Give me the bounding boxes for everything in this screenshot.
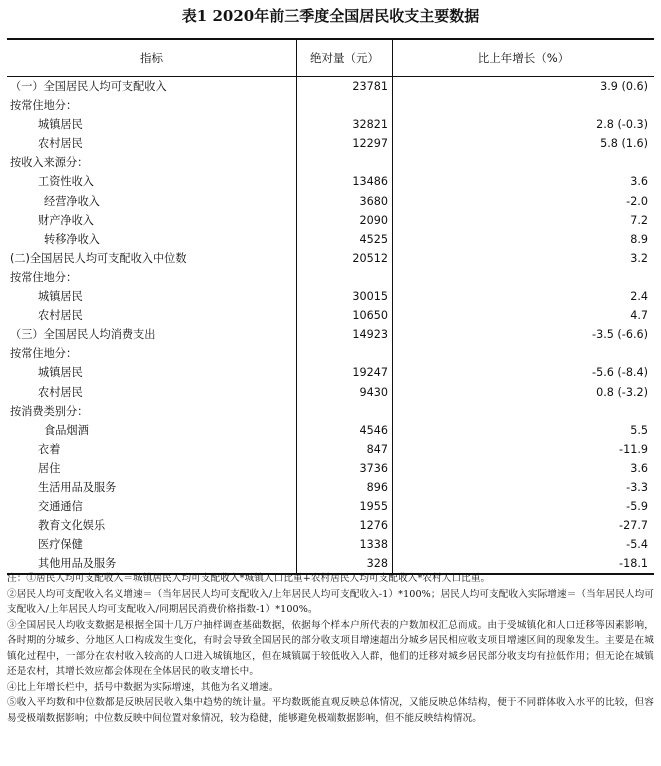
row-value: 10650: [296, 306, 392, 325]
row-label: 城镇居民: [38, 290, 83, 304]
row-growth: -5.4: [392, 535, 654, 554]
table-row: [7, 535, 654, 554]
row-label: 教育文化娱乐: [38, 519, 106, 533]
row-value: [296, 153, 392, 172]
row-value: [296, 96, 392, 115]
row-growth: [392, 153, 654, 172]
row-growth: -5.9: [392, 497, 654, 516]
table-header: [7, 40, 654, 77]
row-value: 30015: [296, 287, 392, 306]
table-title: 表1 2020年前三季度全国居民收支主要数据: [181, 7, 480, 25]
row-label: 居住: [38, 461, 61, 475]
table-row: [7, 383, 654, 402]
table-row: [7, 249, 654, 268]
row-label: 按常住地分：: [10, 99, 78, 113]
row-value: 32821: [296, 115, 392, 134]
row-value: 2090: [296, 211, 392, 230]
table-row: [7, 115, 654, 134]
table-row: [7, 96, 654, 115]
table-row: [7, 363, 654, 382]
table-row: [7, 516, 654, 535]
row-label: 农村居民: [38, 385, 83, 399]
row-growth: 3.2: [392, 249, 654, 268]
row-label: 按常住地分：: [10, 347, 78, 361]
row-label: 按收入来源分：: [10, 156, 89, 170]
row-growth: 8.9: [392, 230, 654, 249]
row-growth: [392, 344, 654, 363]
row-growth: -3.3: [392, 478, 654, 497]
table-row: [7, 153, 654, 172]
row-growth: 3.9 (0.6): [392, 77, 654, 96]
header-absolute: 绝对量（元）: [296, 40, 392, 76]
row-value: 4525: [296, 230, 392, 249]
table-row: [7, 134, 654, 153]
table-row: [7, 344, 654, 363]
row-value: 13486: [296, 172, 392, 191]
row-value: 328: [296, 554, 392, 573]
row-value: 847: [296, 440, 392, 459]
row-label: 财产净收入: [38, 213, 94, 227]
row-growth: 3.6: [392, 172, 654, 191]
table-row: [7, 459, 654, 478]
row-label: 衣着: [38, 442, 61, 456]
table-row: [7, 172, 654, 191]
table-row: [7, 478, 654, 497]
row-value: 3680: [296, 192, 392, 211]
row-growth: 2.4: [392, 287, 654, 306]
row-growth: -2.0: [392, 192, 654, 211]
row-label: 医疗保健: [38, 538, 83, 552]
row-value: 12297: [296, 134, 392, 153]
table-row: [7, 306, 654, 325]
row-growth: 3.6: [392, 459, 654, 478]
row-value: [296, 402, 392, 421]
table-row: [7, 497, 654, 516]
row-value: 19247: [296, 363, 392, 382]
row-growth: -27.7: [392, 516, 654, 535]
table-row: [7, 440, 654, 459]
row-growth: 5.8 (1.6): [392, 134, 654, 153]
row-label: (二)全国居民人均可支配收入中位数: [10, 251, 187, 265]
table-body: [7, 77, 654, 573]
row-label: （一）全国居民人均可支配收入: [10, 80, 167, 93]
row-growth: 5.5: [392, 421, 654, 440]
header-indicator: 指标: [140, 51, 163, 65]
table-row: [7, 287, 654, 306]
row-label: 城镇居民: [38, 366, 83, 380]
table-row: [7, 211, 654, 230]
row-label: 城镇居民: [38, 118, 83, 132]
row-growth: [392, 402, 654, 421]
table-row: [7, 192, 654, 211]
table-row: [7, 421, 654, 440]
row-value: 896: [296, 478, 392, 497]
row-growth: 7.2: [392, 211, 654, 230]
row-growth: [392, 268, 654, 287]
row-value: 1276: [296, 516, 392, 535]
table-row: [7, 77, 654, 96]
table-row: [7, 325, 654, 344]
row-value: 9430: [296, 383, 392, 402]
row-growth: 0.8 (-3.2): [392, 383, 654, 402]
note-paragraph: ②居民人均可支配收入名义增速＝（当年居民人均可支配收入/上年居民人均可支配收入-1）*100%；居民人均可支配收入实际增速＝（当年居民人均可支配收入/上年居民人均可支配收入/同期居民消费价格指数-1）*100%。: [7, 588, 654, 615]
table-row: [7, 230, 654, 249]
header-growth: 比上年增长（%）: [392, 40, 654, 76]
table-row: [7, 402, 654, 421]
row-label: 农村居民: [38, 137, 83, 151]
row-growth: -18.1: [392, 554, 654, 573]
row-label: 交通通信: [38, 500, 83, 514]
row-label: 食品烟酒: [44, 423, 89, 437]
row-value: 14923: [296, 325, 392, 344]
row-growth: 2.8 (-0.3): [392, 115, 654, 134]
row-value: 23781: [296, 77, 392, 96]
data-table: [7, 38, 654, 575]
row-label: 生活用品及服务: [38, 480, 117, 494]
row-label: 农村居民: [38, 309, 83, 323]
note-paragraph: ③全国居民人均收支数据是根据全国十几万户抽样调查基础数据，依据每个样本户所代表的户数加权汇总而成。由于受城镇化和人口迁移等因素影响，各时期的分城乡、分地区人口构成发生变化，有时会导致全国居民的部分收支项目增速超出分城乡居民相应收支项目增速区间的现象发生。主要是在城镇化过程中，一部分在农村收入较高的人口进入城镇地区，但在城镇属于较低收入人群，他们的迁移对城乡居民部分收支均有拉低作用；但无论在城镇还是农村，其增长效应都会体现在全体居民的收支增长中。: [7, 619, 654, 677]
row-growth: -11.9: [392, 440, 654, 459]
note-paragraph: 注：①居民人均可支配收入＝城镇居民人均可支配收入*城镇人口比重+农村居民人均可支配收入*农村人口比重。: [7, 573, 491, 584]
note-paragraph: ⑤收入平均数和中位数都是反映居民收入集中趋势的统计量。平均数既能直观反映总体情况，又能反映总体结构，便于不同群体收入水平的比较，但容易受极端数据影响；中位数反映中间位置对象情况，较为稳健，能够避免极端数据影响，但不能反映结构情况。: [7, 697, 654, 724]
row-value: 3736: [296, 459, 392, 478]
row-value: 1338: [296, 535, 392, 554]
row-growth: 4.7: [392, 306, 654, 325]
row-label: 工资性收入: [38, 175, 94, 189]
notes: [7, 571, 654, 726]
table-row: [7, 268, 654, 287]
row-value: 1955: [296, 497, 392, 516]
row-value: [296, 268, 392, 287]
row-value: [296, 344, 392, 363]
row-value: 20512: [296, 249, 392, 268]
row-growth: -3.5 (-6.6): [392, 325, 654, 344]
row-value: 4546: [296, 421, 392, 440]
note-paragraph: ④比上年增长栏中，括号中数据为实际增速，其他为名义增速。: [7, 681, 279, 693]
row-label: 转移净收入: [44, 232, 100, 246]
row-label: 经营净收入: [44, 194, 100, 208]
row-growth: [392, 96, 654, 115]
row-label: 按消费类别分：: [10, 404, 89, 418]
row-label: 按常住地分：: [10, 270, 78, 284]
row-label: （三）全国居民人均消费支出: [10, 328, 156, 342]
row-growth: -5.6 (-8.4): [392, 363, 654, 382]
row-label: 其他用品及服务: [38, 557, 117, 571]
